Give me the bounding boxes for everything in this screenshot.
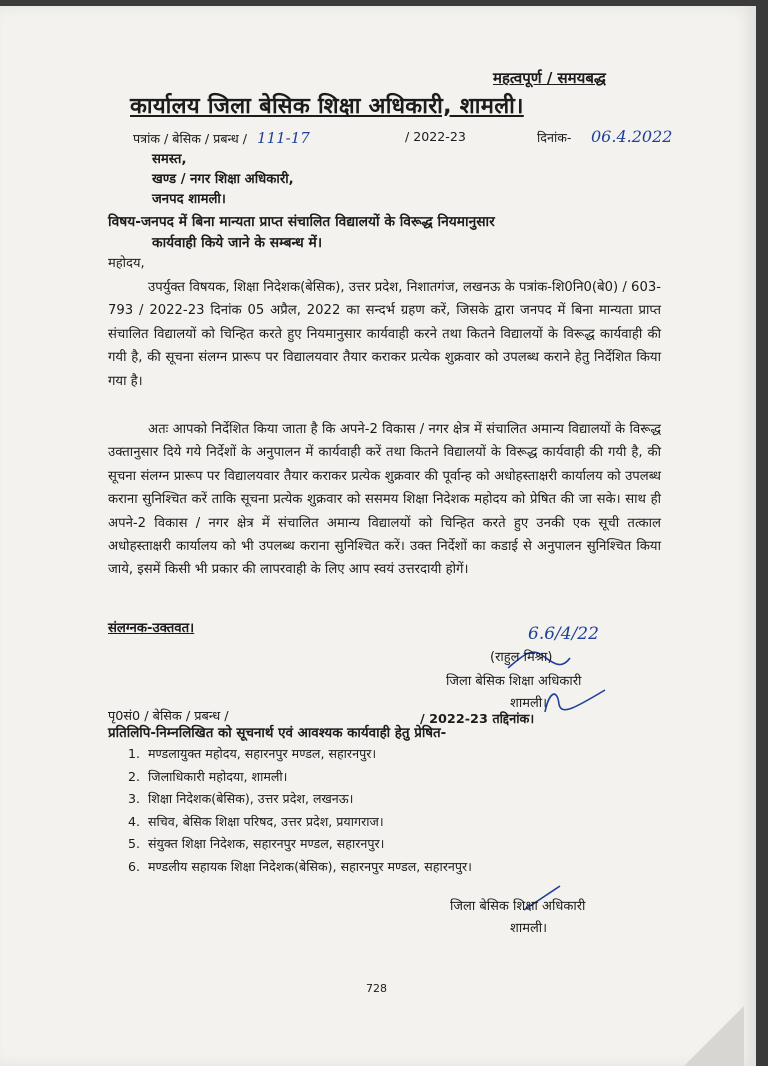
subject xyxy=(108,212,495,254)
signatory-2-designation: जिला बेसिक शिक्षा अधिकारी xyxy=(450,899,586,914)
page-number: 728 xyxy=(366,982,387,995)
reference-line xyxy=(133,129,733,147)
subject-line: विषय-जनपद में बिना मान्यता प्राप्त संचालित विद्यालयों के विरूद्ध नियमानुसार xyxy=(108,214,495,230)
copy-heading: प्रतिलिपि-निम्नलिखित को सूचनार्थ एवं आवश्यक कार्यवाही हेतु प्रेषित- xyxy=(108,726,447,741)
subject-line: कार्यवाही किये जाने के सम्बन्ध में। xyxy=(152,235,323,251)
paragraph-1 xyxy=(108,276,661,393)
date-value: 06.4.2022 xyxy=(591,127,673,146)
date-label: दिनांक- xyxy=(537,130,572,145)
reference-year: / 2022-23 xyxy=(405,129,466,144)
signatory-1-name: (राहुल मिश्रा) xyxy=(490,650,553,665)
patrank-number: 111-17 xyxy=(257,129,310,147)
signatory-2-place: शामली। xyxy=(510,921,548,936)
signature-date-handwritten: 6.6/4/22 xyxy=(528,624,599,644)
addressee-line: समस्त, xyxy=(152,152,187,167)
enclosure-label: संलग्नक-उक्तवत। xyxy=(108,621,195,636)
office-title: कार्यालय जिला बेसिक शिक्षा अधिकारी, शामली। xyxy=(130,94,524,119)
initials-mark xyxy=(535,682,615,722)
list-item: 2. जिलाधिकारी महोदया, शामली। xyxy=(144,766,472,789)
folded-corner xyxy=(684,1006,744,1066)
addressee-block xyxy=(152,150,294,210)
paragraph-1-text: उपर्युक्त विषयक, शिक्षा निदेशक(बेसिक), उत्तर प्रदेश, निशातगंज, लखनऊ के पत्रांक-शि0नि0(बे0) / 603-793 / 2022-23 दिनांक 05 अप्रैल, 2022 का सन्दर्भ ग्रहण करें, जिसके द्वारा जनपद में बिना मान्यता प्राप्त संचालित विद्यालयों को चिन्हित करते हुए नियमानुसार कार्यवाही करने तथा कितने विद्यालयों के विरूद्ध कार्यवाही की गयी है, की सूचना संलग्न प्रारूप पर विद्यालयवार तैयार कराकर प्रत्येक शुक्रवार को उपलब्ध कराने हेतु निर्देशित किया गया है। xyxy=(108,280,661,389)
addressee-line: खण्ड / नगर शिक्षा अधिकारी, xyxy=(152,172,294,187)
signatory-1-designation: जिला बेसिक शिक्षा अधिकारी xyxy=(446,674,582,689)
list-item: 5. संयुक्त शिक्षा निदेशक, सहारनपुर मण्डल, सहारनपुर। xyxy=(144,833,472,856)
list-item: 3. शिक्षा निदेशक(बेसिक), उत्तर प्रदेश, लखनऊ। xyxy=(144,788,472,811)
paragraph-2 xyxy=(108,418,661,582)
salutation: महोदय, xyxy=(108,256,145,271)
copy-reference-right: / 2022-23 तद्दिनांक। xyxy=(420,712,535,727)
list-item: 1. मण्डलायुक्त महोदय, सहारनपुर मण्डल, सहारनपुर। xyxy=(144,743,472,766)
copy-list xyxy=(116,743,472,879)
copy-reference-left: पृ0सं0 / बेसिक / प्रबन्ध / xyxy=(108,709,229,724)
patrank-label: पत्रांक / बेसिक / प्रबन्ध / xyxy=(133,131,248,146)
list-item: 6. मण्डलीय सहायक शिक्षा निदेशक(बेसिक), सहारनपुर मण्डल, सहारनपुर। xyxy=(144,856,472,879)
paragraph-2-text: अतः आपको निर्देशित किया जाता है कि अपने-2 विकास / नगर क्षेत्र में संचालित अमान्य विद्यालयों के विरूद्ध उक्तानुसार दिये गये निर्देशों के अनुपालन में कार्यवाही करें तथा कितने विद्यालयों के विरूद्ध कार्यवाही की गयी है, की सूचना संलग्न प्रारूप पर विद्यालयवार तैयार कराकर प्रत्येक शुक्रवार की पूर्वान्ह को अधोहस्ताक्षरी कार्यालय को उपलब्ध कराना सुनिश्चित करें ताकि सूचना प्रत्येक शुक्रवार को ससमय शिक्षा निदेशक महोदय को प्रेषित की जा सके। साथ ही अपने-2 विकास / नगर क्षेत्र में संचालित अमान्य विद्यालयों को चिन्हित करते हुए उनकी एक सूची तत्काल अधोहस्ताक्षरी कार्यालय को भी उपलब्ध कराना सुनिश्चित करें। उक्त निर्देशों का कडाई से अनुपालन सुनिश्चित किया जाये, इसमें किसी भी प्रकार की लापरवाही के लिए आप स्वयं उत्तरदायी होगें। xyxy=(108,422,661,578)
addressee-line: जनपद शामली। xyxy=(152,192,226,207)
document-page xyxy=(0,6,756,1066)
signatory-1-place: शामली। xyxy=(510,696,548,711)
list-item: 4. सचिव, बेसिक शिक्षा परिषद, उत्तर प्रदेश, प्रयागराज। xyxy=(144,811,472,834)
priority-label: महत्वपूर्ण / समयबद्ध xyxy=(493,69,606,87)
